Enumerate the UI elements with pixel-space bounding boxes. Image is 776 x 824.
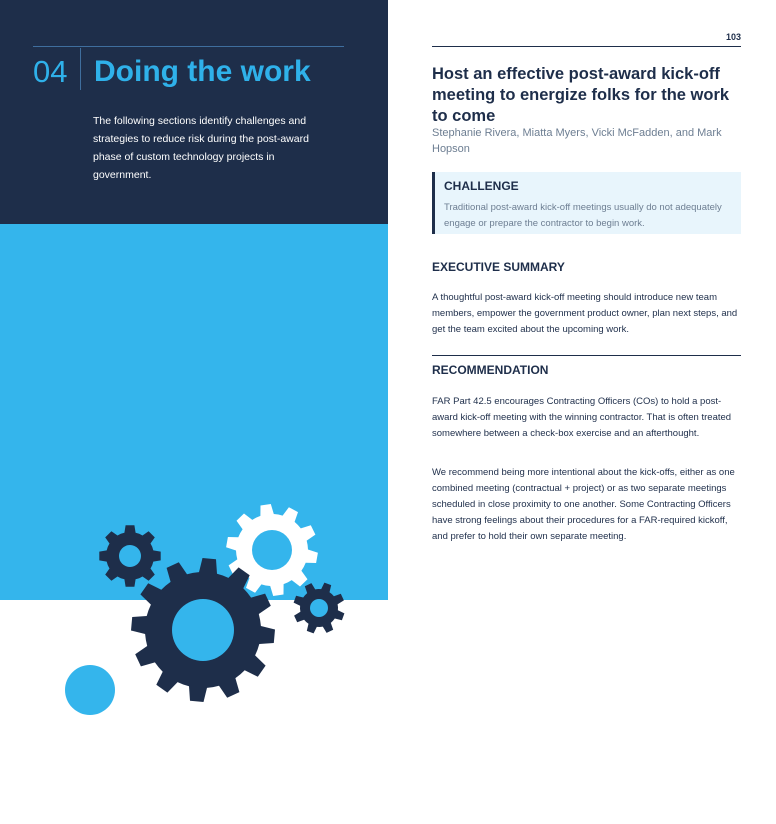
divider: [432, 46, 741, 47]
gear-icon-small-navy: [99, 525, 160, 586]
article-page: [388, 0, 776, 600]
challenge-callout: [432, 172, 741, 234]
chapter-intro: The following sections identify challenges and strategies to reduce risk during the post-award phase of custom technology projects in government.: [93, 115, 309, 181]
recommendation-paragraph: FAR Part 42.5 encourages Contracting Officers (COs) to hold a post-award kick-off meeting with the winning contractor. That is often treated somewhere between a check-box exercise and an afterthought.: [432, 396, 732, 439]
recommendation-paragraph: We recommend being more intentional about the kick-offs, either as one combined meeting (contractual + project) or as two separate meetings scheduled in close proximity to one another. Some Contracting Officers have strong feelings about their procedures for a FAR-required kickoff, and prefer to hold their own separate meeting.: [432, 467, 735, 542]
gears-illustration: [0, 448, 388, 824]
recommendation-heading: RECOMMENDATION: [432, 363, 549, 377]
illustration-block: [0, 224, 388, 600]
divider: [432, 355, 741, 356]
chapter-panel: [0, 0, 388, 600]
gear-icon-small-navy-right: [294, 583, 345, 634]
challenge-text: Traditional post-award kick-off meetings usually do not adequately engage or prepare the contractor to begin work.: [444, 202, 722, 229]
article-authors: Stephanie Rivera, Miatta Myers, Vicki McFadden, and Mark Hopson: [432, 127, 722, 155]
divider: [80, 48, 81, 90]
page-number: 103: [725, 32, 741, 42]
article-title: Host an effective post-award kick-off meeting to energize folks for the work to come: [432, 65, 730, 125]
divider: [33, 46, 344, 47]
gear-icon-white-bottom: [35, 636, 144, 744]
challenge-heading: CHALLENGE: [444, 179, 519, 193]
executive-summary-heading: EXECUTIVE SUMMARY: [432, 260, 565, 274]
chapter-number: 04: [33, 54, 68, 89]
chapter-header-block: [0, 0, 388, 224]
chapter-title: Doing the work: [94, 55, 311, 88]
executive-summary-text: A thoughtful post-award kick-off meeting should introduce new team members, empower the government product owner, plan next steps, and get the team excited about the upcoming work.: [432, 292, 738, 335]
